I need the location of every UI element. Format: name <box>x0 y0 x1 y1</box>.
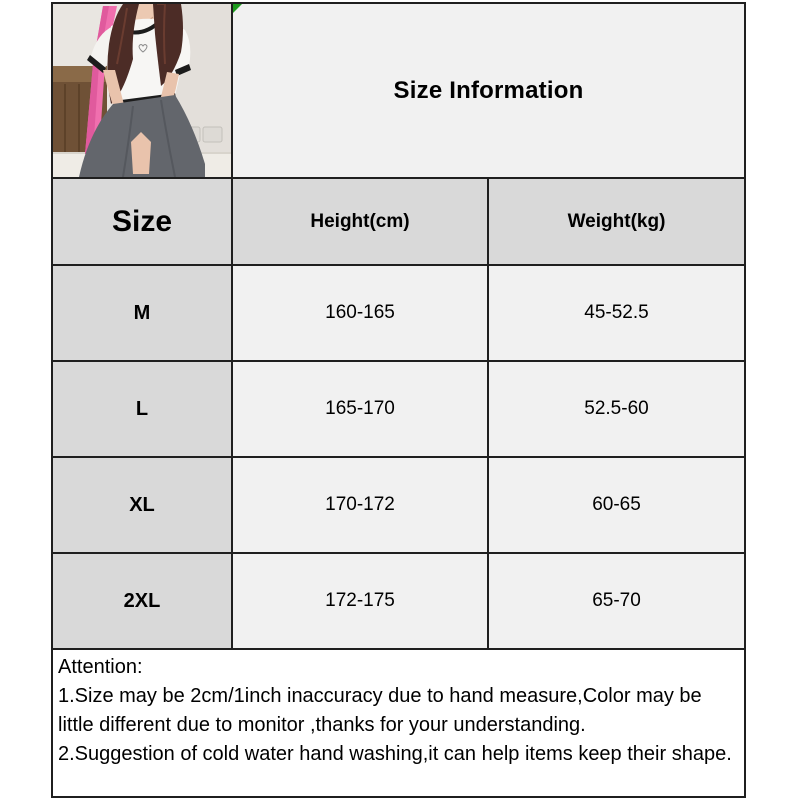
weight-value: 52.5-60 <box>489 362 744 456</box>
attention-row <box>53 650 744 796</box>
weight-value: 65-70 <box>489 554 744 648</box>
table-header-row <box>53 179 744 266</box>
product-photo-cell <box>53 4 233 177</box>
size-label: M <box>53 266 233 360</box>
height-value: 160-165 <box>233 266 489 360</box>
attention-notes <box>53 650 744 796</box>
table-row-2xl <box>53 554 744 650</box>
attention-note-1: 1.Size may be 2cm/1inch inaccuracy due to hand measure,Color may be little different due to monitor ,thanks for your understanding. <box>58 685 702 736</box>
size-chart-table <box>51 2 746 798</box>
attention-note-2: 2.Suggestion of cold water hand washing,it can help items keep their shape. <box>58 743 732 765</box>
table-row-m <box>53 266 744 362</box>
attention-title: Attention: <box>58 656 143 678</box>
page-title: Size Information <box>393 76 584 104</box>
weight-value: 45-52.5 <box>489 266 744 360</box>
size-label: XL <box>53 458 233 552</box>
size-label: 2XL <box>53 554 233 648</box>
size-information-title-cell <box>233 4 744 177</box>
height-value: 170-172 <box>233 458 489 552</box>
height-value: 172-175 <box>233 554 489 648</box>
model-photo <box>53 4 231 177</box>
table-row-xl <box>53 458 744 554</box>
column-header-size: Size <box>53 179 233 264</box>
height-value: 165-170 <box>233 362 489 456</box>
green-corner-triangle-icon <box>233 4 242 13</box>
weight-value: 60-65 <box>489 458 744 552</box>
table-row-l <box>53 362 744 458</box>
size-label: L <box>53 362 233 456</box>
column-header-weight: Weight(kg) <box>489 179 744 264</box>
top-section <box>53 4 744 179</box>
column-header-height: Height(cm) <box>233 179 489 264</box>
